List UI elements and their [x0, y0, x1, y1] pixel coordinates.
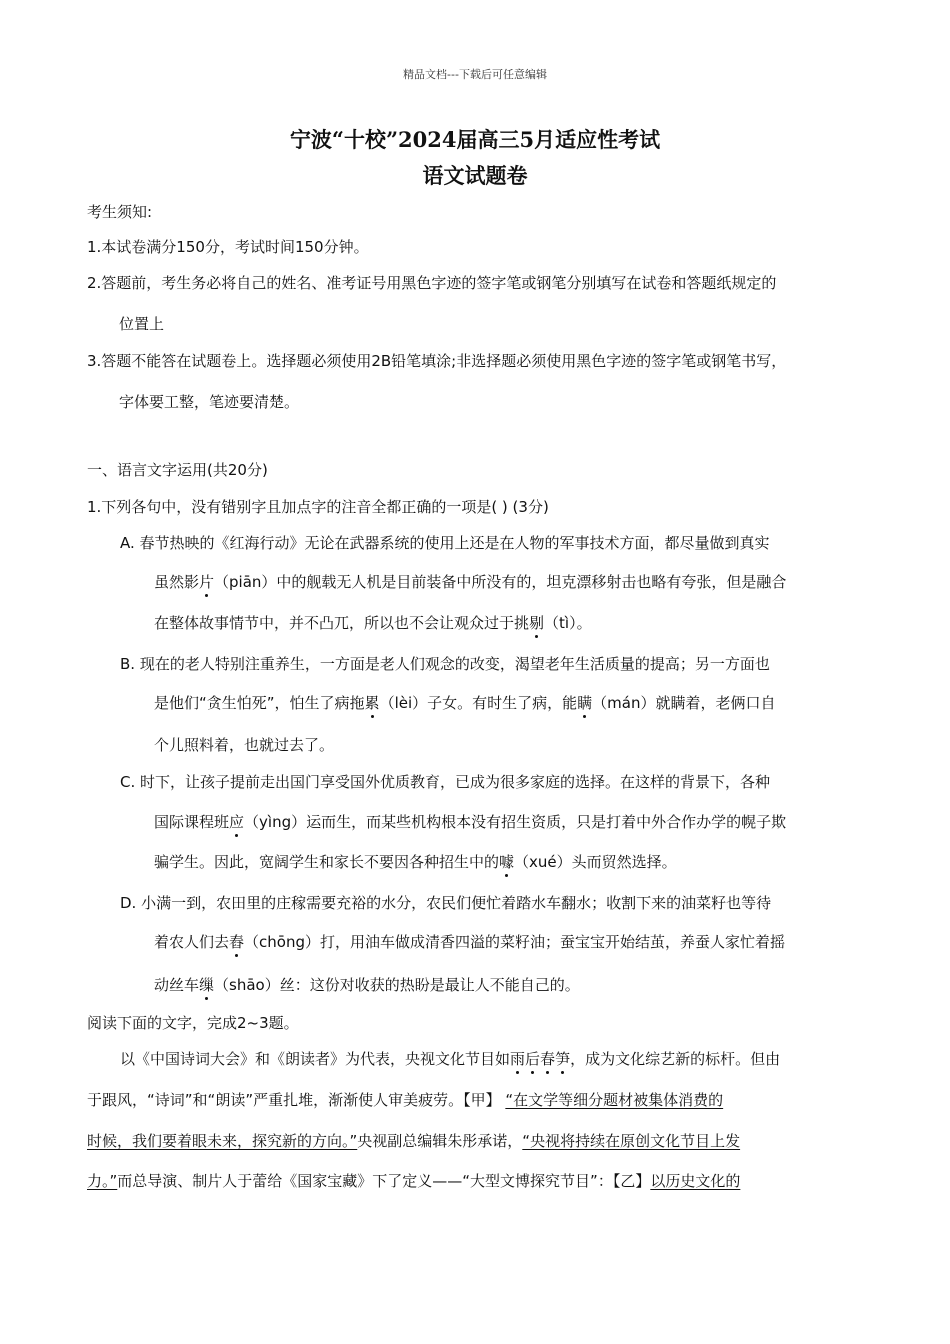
underlined-quote: 以历史文化的 — [650, 1172, 741, 1190]
exam-title: 宁波“十校”2024届高三5月适应性考试 — [289, 127, 661, 152]
exam-subtitle: 语文试题卷 — [422, 163, 528, 188]
emphasis-char: 笋 — [555, 1050, 571, 1068]
option-a-line-3: 在整体故事情节中，并不凸兀，所以也不会让观众过于挑剔（tì）。 — [154, 614, 592, 632]
passage-line-4: 力。”而总导演、制片人于蕾给《国家宝藏》下了定义——“大型文博探究节目”：【乙】以历史文化的 — [87, 1172, 741, 1190]
option-c-line-3: 骗学生。因此，宽阔学生和家长不要因各种招生中的噱（xué）头而贸然选择。 — [154, 853, 677, 871]
question-1-stem: 1.下列各句中，没有错别字且加点字的注音全都正确的一项是( ) (3分) — [87, 498, 549, 516]
instruction-item-1: 1.本试卷满分150分，考试时间150分钟。 — [87, 238, 369, 256]
emphasis-char: 应 — [229, 813, 245, 831]
emphasis-char: 后 — [525, 1050, 541, 1068]
instruction-item-2-line-1: 2.答题前，考生务必将自己的姓名、准考证号用黑色字迹的签字笔或钢笔分别填写在试卷和答题纸规定的 — [87, 274, 777, 292]
option-d-line-2: 着农人们去舂（chōng）打，用油车做成清香四溢的菜籽油；蚕宝宝开始结茧，养蚕人家忙着摇 — [154, 933, 785, 951]
passage-line-3: 时候，我们要着眼未来，探究新的方向。”央视副总编辑朱彤承诺，“央视将持续在原创文化节目上发 — [87, 1132, 741, 1150]
option-b-line-2: 是他们“贪生怕死”，怕生了病拖累（lèi）子女。有时生了病，能瞒（mán）就瞒着，老俩口自 — [154, 694, 776, 712]
option-b-line-3: 个儿照料着，也就过去了。 — [154, 736, 335, 754]
passage-line-2: 于跟风，“诗词”和“朗读”严重扎堆，渐渐使人审美疲劳。【甲】 “在文学等细分题材被集体消费的 — [87, 1091, 724, 1109]
emphasis-char: 春 — [540, 1050, 556, 1068]
emphasis-char: 片 — [199, 573, 215, 591]
instruction-item-2-line-2: 位置上 — [119, 315, 165, 333]
option-a-line-2: 虽然影片（piān）中的舰载无人机是目前装备中所没有的，坦克漂移射击也略有夸张，但是融合 — [154, 573, 787, 591]
instruction-item-3-line-2: 字体要工整，笔迹要清楚。 — [119, 393, 300, 411]
option-d-line-3: 动丝车缫（shāo）丝：这份对收获的热盼是最让人不能自己的。 — [154, 976, 580, 994]
emphasis-char: 缫 — [199, 976, 215, 994]
emphasis-char: 累 — [364, 694, 380, 712]
underlined-quote: 时候，我们要着眼未来，探究新的方向。” — [87, 1132, 358, 1150]
option-a-line-1: A. 春节热映的《红海行动》无论在武器系统的使用上还是在人物的军事技术方面，都尽量做到真实 — [120, 534, 770, 552]
emphasis-char: 剔 — [529, 614, 545, 632]
option-b-line-1: B. 现在的老人特别注重养生，一方面是老人们观念的改变，渴望老年生活质量的提高；另一方面也 — [120, 655, 770, 673]
underlined-quote: “在文学等细分题材被集体消费的 — [505, 1091, 724, 1109]
reading-prompt: 阅读下面的文字，完成2~3题。 — [87, 1014, 299, 1032]
option-d-line-1: D. 小满一到，农田里的庄稼需要充裕的水分，农民们便忙着踏水车翻水；收割下来的油菜籽也等待 — [120, 894, 772, 912]
option-c-line-1: C. 时下，让孩子提前走出国门享受国外优质教育，已成为很多家庭的选择。在这样的背景下，各种 — [120, 773, 771, 791]
emphasis-char: 舂 — [229, 933, 245, 951]
instructions-heading: 考生须知: — [87, 203, 153, 221]
underlined-quote: 力。” — [87, 1172, 118, 1190]
section-heading: 一、语言文字运用(共20分) — [87, 461, 268, 479]
passage-line-1: 以《中国诗词大会》和《朗读者》为代表，央视文化节目如雨后春笋，成为文化综艺新的标杆。但由 — [120, 1050, 781, 1068]
emphasis-char: 瞒 — [577, 694, 593, 712]
emphasis-char: 噱 — [499, 853, 515, 871]
underlined-quote: “央视将持续在原创文化节目上发 — [522, 1132, 741, 1150]
emphasis-char: 雨 — [510, 1050, 526, 1068]
instruction-item-3-line-1: 3.答题不能答在试题卷上。选择题必须使用2B铅笔填涂;非选择题必须使用黑色字迹的签字笔或钢笔书写， — [87, 352, 787, 370]
header-note: 精品文档---下载后可任意编辑 — [403, 68, 547, 81]
option-c-line-2: 国际课程班应（yìng）运而生，而某些机构根本没有招生资质，只是打着中外合作办学的幌子欺 — [154, 813, 787, 831]
